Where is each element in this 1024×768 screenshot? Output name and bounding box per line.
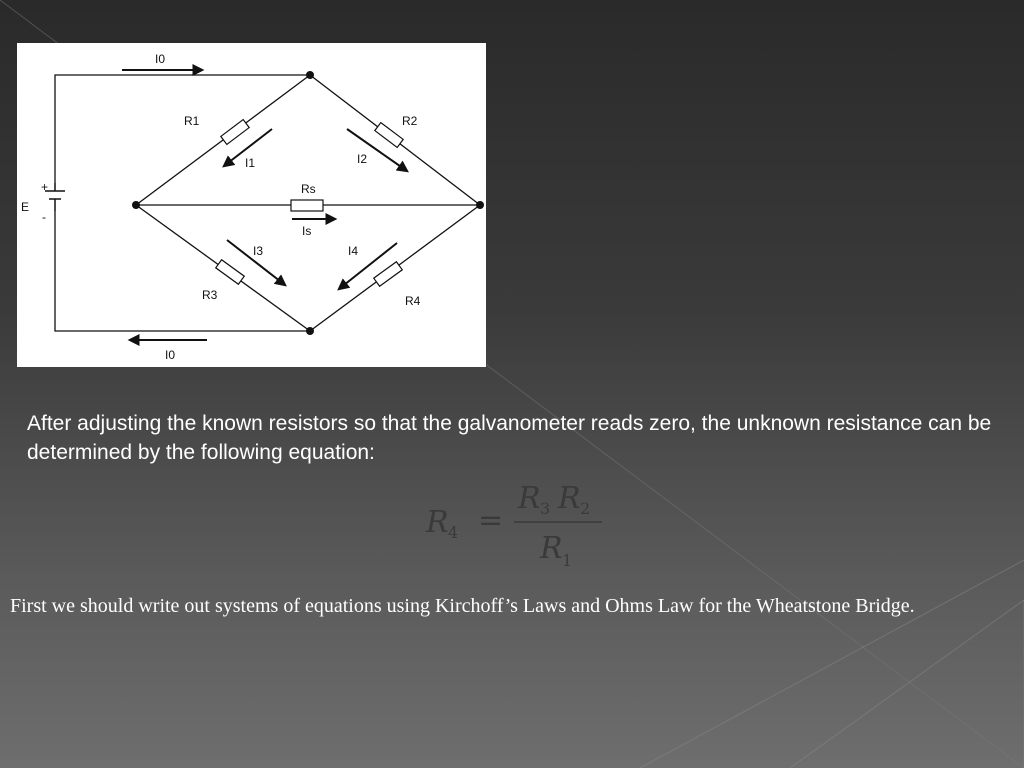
label-plus: + (41, 180, 49, 194)
label-i2: I2 (357, 152, 368, 166)
label-i4: I4 (348, 244, 359, 258)
bridge-balance-equation (420, 480, 610, 570)
label-i3: I3 (253, 244, 264, 258)
label-r1: R1 (184, 114, 200, 128)
label-i0-bottom: I0 (165, 348, 176, 362)
eq-num-b-sub: 2 (580, 499, 591, 518)
label-is: Is (302, 224, 312, 238)
eq-den-sub: 1 (562, 551, 573, 570)
label-rs: Rs (301, 182, 316, 196)
label-r2: R2 (402, 114, 418, 128)
resistor-r2 (375, 123, 403, 148)
wheatstone-bridge-diagram (17, 43, 486, 367)
eq-equals: = (478, 503, 504, 538)
label-i1: I1 (245, 156, 256, 170)
label-r4: R4 (405, 294, 421, 308)
eq-num-a-sub: 3 (540, 499, 551, 518)
label-i0-top: I0 (155, 52, 166, 66)
label-minus: - (42, 210, 46, 224)
resistor-rs (291, 200, 323, 211)
resistor-r1 (221, 120, 249, 145)
eq-den: R (540, 531, 563, 566)
resistor-r3 (216, 260, 245, 285)
eq-num-a: R (518, 481, 541, 516)
label-e: E (21, 200, 30, 214)
label-r3: R3 (202, 288, 218, 302)
slide-paragraph-2: First we should write out systems of equations using Kirchoff’s Laws and Ohms Law for the Wheatstone Bridge. (10, 595, 915, 617)
slide-paragraph-1: After adjusting the known resistors so that the galvanometer reads zero, the unknown resistance can be determined by the following equation: (27, 412, 992, 464)
eq-lhs-sub: 4 (448, 523, 459, 542)
outer-wires (55, 75, 310, 331)
eq-num-b: R (558, 481, 581, 516)
eq-lhs: R (426, 505, 449, 540)
resistor-r4 (374, 262, 403, 287)
